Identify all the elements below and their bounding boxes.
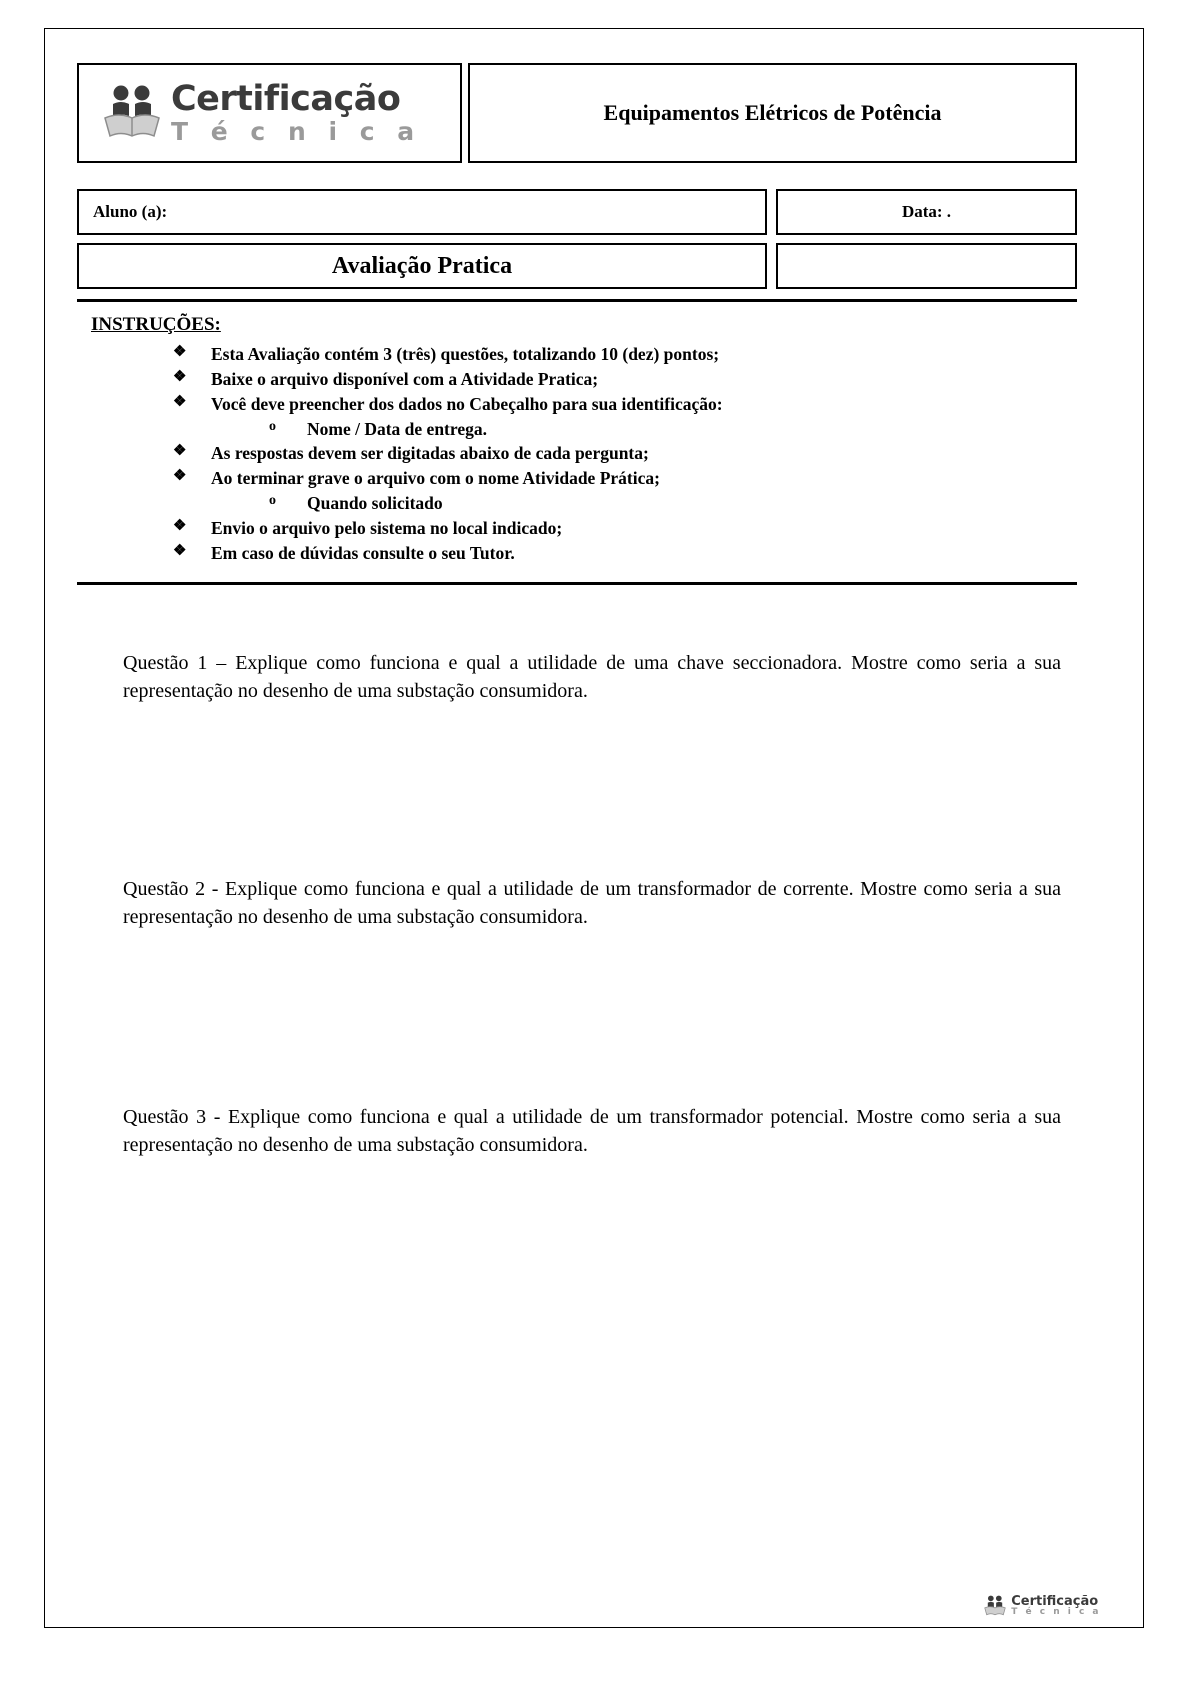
divider-bottom bbox=[77, 582, 1077, 585]
list-item bbox=[173, 367, 1077, 392]
list-item bbox=[173, 541, 1077, 566]
document-page bbox=[44, 28, 1144, 1628]
instruction-sublist bbox=[269, 417, 1077, 442]
question-2: Questão 2 - Explique como funciona e qual a utilidade de um transformador de corrente. Mostre como seria a sua representação no desenho de uma substação consumidora. bbox=[123, 877, 1061, 928]
footer-brand-subtitle: T é c n i c a bbox=[1011, 1607, 1101, 1617]
book-with-people-icon bbox=[983, 1595, 1007, 1617]
question-3: Questão 3 - Explique como funciona e qual a utilidade de um transformador potencial. Mostre como seria a sua representação no desenho de uma substação consumidora. bbox=[123, 1105, 1061, 1156]
date-field[interactable] bbox=[776, 189, 1077, 235]
list-item bbox=[269, 491, 1077, 516]
instruction-sublist bbox=[269, 491, 1077, 516]
instruction-text: Esta Avaliação contém 3 (três) questões, totalizando 10 (dez) pontos; bbox=[211, 344, 720, 364]
brand-logo bbox=[101, 79, 422, 146]
course-title: Equipamentos Elétricos de Potência bbox=[603, 100, 942, 125]
assessment-title: Avaliação Pratica bbox=[331, 252, 513, 279]
student-field[interactable] bbox=[77, 189, 767, 235]
divider-top bbox=[77, 299, 1077, 302]
instruction-text: As respostas devem ser digitadas abaixo de cada pergunta; bbox=[211, 443, 649, 464]
course-title-cell bbox=[468, 63, 1077, 163]
footer-brand-logo bbox=[983, 1595, 1101, 1617]
brand-logo-cell bbox=[77, 63, 462, 163]
student-label: Aluno (a): bbox=[93, 202, 168, 221]
assessment-row bbox=[77, 243, 1077, 289]
assessment-title-cell bbox=[77, 243, 767, 289]
instructions-heading-colon: : bbox=[214, 314, 221, 335]
instruction-subtext: Nome / Data de entrega. bbox=[307, 418, 487, 439]
list-item bbox=[173, 441, 1077, 466]
grade-field[interactable] bbox=[776, 243, 1077, 289]
student-date-row bbox=[77, 189, 1077, 235]
list-item bbox=[173, 466, 1077, 516]
brand-text bbox=[171, 79, 422, 146]
book-with-people-icon bbox=[101, 84, 163, 142]
list-item bbox=[173, 342, 1077, 367]
brand-subtitle: T é c n i c a bbox=[171, 117, 422, 146]
instruction-text: Em caso de dúvidas consulte o seu Tutor. bbox=[211, 542, 515, 563]
list-item bbox=[173, 392, 1077, 442]
instruction-text: Ao terminar grave o arquivo com o nome Atividade Prática; bbox=[211, 468, 660, 489]
footer-brand-text bbox=[1011, 1595, 1101, 1617]
date-label: Data: . bbox=[901, 202, 952, 221]
document-header bbox=[77, 63, 1077, 163]
instruction-subtext: Quando solicitado bbox=[307, 493, 443, 514]
instruction-text: Baixe o arquivo disponível com a Atividade Pratica; bbox=[211, 368, 599, 389]
instruction-text: Você deve preencher dos dados no Cabeçalho para sua identificação: bbox=[211, 393, 723, 414]
list-item bbox=[269, 417, 1077, 442]
question-1: Questão 1 – Explique como funciona e qual a utilidade de uma chave seccionadora. Mostre como seria a sua representação no desenho de uma substação consumidora. bbox=[123, 651, 1061, 702]
instructions-list bbox=[173, 342, 1077, 566]
document-body bbox=[77, 63, 1077, 1159]
instructions-heading-text: INSTRUÇÕES bbox=[91, 314, 215, 335]
list-item bbox=[173, 516, 1077, 541]
brand-name: Certificação bbox=[171, 79, 401, 119]
instructions-heading bbox=[91, 314, 1077, 336]
instruction-text: Envio o arquivo pelo sistema no local indicado; bbox=[211, 517, 563, 538]
footer-brand-name: Certificação bbox=[1011, 1594, 1099, 1609]
